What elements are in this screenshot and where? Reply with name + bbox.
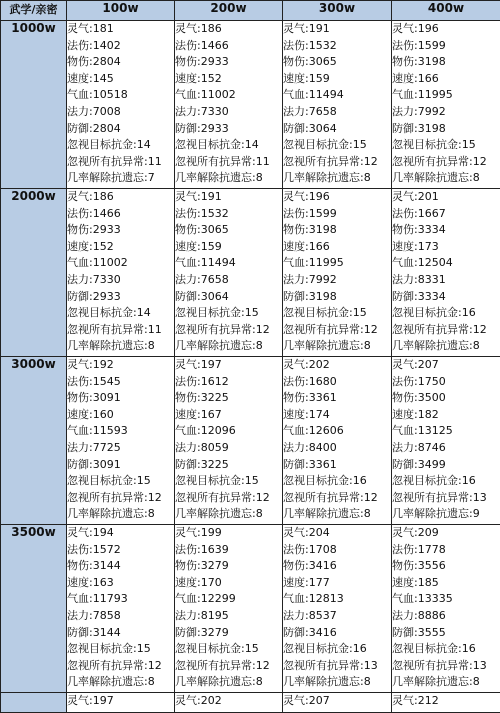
stat-line: 忽视目标抗金:16 bbox=[283, 473, 391, 490]
stat-line: 气血:11793 bbox=[67, 591, 174, 608]
stat-line: 法力:7858 bbox=[67, 608, 174, 625]
stat-line: 气血:12504 bbox=[392, 255, 500, 272]
column-header: 200w bbox=[175, 1, 283, 21]
stat-line: 气血:13125 bbox=[392, 423, 500, 440]
stat-line: 灵气:207 bbox=[283, 693, 391, 710]
stat-line: 法力:7725 bbox=[67, 440, 174, 457]
column-header: 400w bbox=[392, 1, 500, 21]
stat-line: 忽视所有抗异常:12 bbox=[283, 322, 391, 339]
stat-cell bbox=[175, 189, 283, 357]
stat-line: 气血:11995 bbox=[392, 87, 500, 104]
table-row bbox=[1, 21, 500, 189]
stat-cell bbox=[392, 525, 500, 693]
stat-line: 忽视所有抗异常:13 bbox=[392, 490, 500, 507]
stat-line: 物伤:3065 bbox=[283, 54, 391, 71]
stat-line: 法伤:1532 bbox=[283, 38, 391, 55]
stat-line: 忽视所有抗异常:11 bbox=[175, 154, 282, 171]
stat-line: 忽视所有抗异常:12 bbox=[67, 490, 174, 507]
stat-line: 气血:12096 bbox=[175, 423, 282, 440]
stat-line: 灵气:191 bbox=[283, 21, 391, 38]
stat-line: 气血:10518 bbox=[67, 87, 174, 104]
stat-line: 忽视目标抗金:15 bbox=[283, 137, 391, 154]
stat-line: 防御:3361 bbox=[283, 457, 391, 474]
stat-line: 物伤:3144 bbox=[67, 558, 174, 575]
stat-line: 忽视所有抗异常:12 bbox=[67, 658, 174, 675]
stat-line: 几率解除抗遗忘:8 bbox=[175, 506, 282, 523]
stat-line: 速度:170 bbox=[175, 575, 282, 592]
stat-line: 灵气:186 bbox=[67, 189, 174, 206]
stat-line: 速度:159 bbox=[175, 239, 282, 256]
stat-line: 法力:7008 bbox=[67, 104, 174, 121]
stat-line: 气血:11593 bbox=[67, 423, 174, 440]
corner-header: 武学/亲密 bbox=[1, 1, 67, 21]
stat-line: 速度:152 bbox=[175, 71, 282, 88]
stat-line: 法力:8059 bbox=[175, 440, 282, 457]
stat-line: 几率解除抗遗忘:8 bbox=[283, 506, 391, 523]
stat-line: 忽视目标抗金:14 bbox=[175, 137, 282, 154]
row-header bbox=[1, 693, 67, 713]
stat-line: 速度:173 bbox=[392, 239, 500, 256]
stat-line: 物伤:3416 bbox=[283, 558, 391, 575]
stat-line: 法伤:1402 bbox=[67, 38, 174, 55]
stat-line: 几率解除抗遗忘:9 bbox=[392, 506, 500, 523]
stat-line: 法伤:1532 bbox=[175, 206, 282, 223]
stat-line: 法伤:1708 bbox=[283, 542, 391, 559]
stat-cell bbox=[175, 693, 283, 713]
stat-line: 气血:11995 bbox=[283, 255, 391, 272]
stat-line: 忽视目标抗金:15 bbox=[392, 137, 500, 154]
stat-line: 几率解除抗遗忘:8 bbox=[67, 506, 174, 523]
stat-line: 气血:11002 bbox=[175, 87, 282, 104]
table-row bbox=[1, 357, 500, 525]
stat-cell bbox=[392, 189, 500, 357]
stat-line: 防御:3225 bbox=[175, 457, 282, 474]
stat-line: 法力:8746 bbox=[392, 440, 500, 457]
stat-line: 法伤:1639 bbox=[175, 542, 282, 559]
stat-line: 忽视目标抗金:14 bbox=[67, 137, 174, 154]
stat-line: 速度:145 bbox=[67, 71, 174, 88]
stat-line: 灵气:192 bbox=[67, 357, 174, 374]
stat-line: 忽视所有抗异常:12 bbox=[392, 322, 500, 339]
header-row bbox=[1, 1, 500, 21]
stat-line: 防御:3555 bbox=[392, 625, 500, 642]
stat-line: 速度:174 bbox=[283, 407, 391, 424]
stat-line: 灵气:197 bbox=[67, 693, 174, 710]
stat-line: 灵气:204 bbox=[283, 525, 391, 542]
stat-line: 速度:182 bbox=[392, 407, 500, 424]
stat-line: 防御:3499 bbox=[392, 457, 500, 474]
stat-line: 几率解除抗遗忘:8 bbox=[283, 170, 391, 187]
stat-line: 速度:166 bbox=[392, 71, 500, 88]
stat-line: 忽视所有抗异常:11 bbox=[67, 322, 174, 339]
stat-cell bbox=[283, 693, 392, 713]
row-header: 3500w bbox=[1, 525, 67, 693]
stat-line: 法力:8886 bbox=[392, 608, 500, 625]
stat-line: 物伤:2933 bbox=[175, 54, 282, 71]
stat-line: 灵气:186 bbox=[175, 21, 282, 38]
stat-line: 防御:3279 bbox=[175, 625, 282, 642]
stat-line: 灵气:196 bbox=[283, 189, 391, 206]
stat-cell bbox=[67, 357, 175, 525]
stat-line: 物伤:3091 bbox=[67, 390, 174, 407]
stat-line: 忽视目标抗金:15 bbox=[175, 305, 282, 322]
stat-line: 忽视目标抗金:16 bbox=[392, 473, 500, 490]
stat-line: 防御:3416 bbox=[283, 625, 391, 642]
stat-line: 气血:12813 bbox=[283, 591, 391, 608]
stat-line: 防御:3091 bbox=[67, 457, 174, 474]
stat-line: 防御:3064 bbox=[283, 121, 391, 138]
stat-line: 忽视目标抗金:15 bbox=[67, 473, 174, 490]
stat-line: 灵气:181 bbox=[67, 21, 174, 38]
stat-line: 气血:11002 bbox=[67, 255, 174, 272]
stat-line: 防御:3198 bbox=[392, 121, 500, 138]
stat-line: 气血:12606 bbox=[283, 423, 391, 440]
stat-line: 法力:8195 bbox=[175, 608, 282, 625]
stat-cell bbox=[67, 525, 175, 693]
stat-cell bbox=[283, 21, 392, 189]
stat-line: 速度:167 bbox=[175, 407, 282, 424]
stat-line: 物伤:3198 bbox=[283, 222, 391, 239]
stat-line: 忽视目标抗金:15 bbox=[175, 641, 282, 658]
stat-cell bbox=[283, 357, 392, 525]
stat-line: 法力:8537 bbox=[283, 608, 391, 625]
stat-line: 忽视目标抗金:15 bbox=[175, 473, 282, 490]
table-row bbox=[1, 189, 500, 357]
stat-line: 物伤:3361 bbox=[283, 390, 391, 407]
stat-line: 忽视所有抗异常:12 bbox=[175, 490, 282, 507]
stat-line: 防御:3198 bbox=[283, 289, 391, 306]
stat-cell bbox=[392, 357, 500, 525]
stat-line: 法伤:1572 bbox=[67, 542, 174, 559]
stat-line: 物伤:2804 bbox=[67, 54, 174, 71]
stat-cell bbox=[175, 525, 283, 693]
column-header: 100w bbox=[67, 1, 175, 21]
stat-line: 忽视目标抗金:16 bbox=[392, 641, 500, 658]
stat-line: 速度:166 bbox=[283, 239, 391, 256]
stat-line: 物伤:3556 bbox=[392, 558, 500, 575]
stat-line: 忽视所有抗异常:12 bbox=[392, 154, 500, 171]
stat-line: 防御:3064 bbox=[175, 289, 282, 306]
stat-line: 几率解除抗遗忘:8 bbox=[67, 338, 174, 355]
stat-line: 灵气:212 bbox=[392, 693, 500, 710]
stat-line: 法力:7658 bbox=[175, 272, 282, 289]
stat-line: 速度:160 bbox=[67, 407, 174, 424]
stat-line: 速度:159 bbox=[283, 71, 391, 88]
stat-line: 防御:2933 bbox=[67, 289, 174, 306]
stat-line: 灵气:202 bbox=[283, 357, 391, 374]
stat-line: 物伤:3500 bbox=[392, 390, 500, 407]
stat-line: 法伤:1667 bbox=[392, 206, 500, 223]
stat-line: 法力:7330 bbox=[175, 104, 282, 121]
stat-line: 忽视目标抗金:16 bbox=[283, 641, 391, 658]
stat-line: 物伤:3065 bbox=[175, 222, 282, 239]
stat-line: 法力:7992 bbox=[392, 104, 500, 121]
stat-line: 几率解除抗遗忘:8 bbox=[392, 170, 500, 187]
stat-cell bbox=[392, 21, 500, 189]
stat-line: 法伤:1750 bbox=[392, 374, 500, 391]
stat-line: 忽视目标抗金:16 bbox=[392, 305, 500, 322]
stat-line: 速度:177 bbox=[283, 575, 391, 592]
stat-line: 几率解除抗遗忘:8 bbox=[392, 338, 500, 355]
stat-line: 忽视目标抗金:15 bbox=[67, 641, 174, 658]
stat-line: 速度:163 bbox=[67, 575, 174, 592]
stat-line: 物伤:2933 bbox=[67, 222, 174, 239]
stat-line: 几率解除抗遗忘:8 bbox=[283, 674, 391, 691]
stat-line: 防御:3144 bbox=[67, 625, 174, 642]
stat-line: 几率解除抗遗忘:8 bbox=[175, 338, 282, 355]
stat-cell bbox=[67, 693, 175, 713]
stat-line: 气血:12299 bbox=[175, 591, 282, 608]
stat-line: 速度:185 bbox=[392, 575, 500, 592]
table-row bbox=[1, 693, 500, 713]
stat-line: 几率解除抗遗忘:8 bbox=[175, 170, 282, 187]
stat-line: 法伤:1612 bbox=[175, 374, 282, 391]
row-header: 1000w bbox=[1, 21, 67, 189]
stat-line: 忽视所有抗异常:11 bbox=[67, 154, 174, 171]
stat-line: 忽视所有抗异常:12 bbox=[175, 322, 282, 339]
stat-line: 灵气:194 bbox=[67, 525, 174, 542]
stat-cell bbox=[283, 525, 392, 693]
row-header: 2000w bbox=[1, 189, 67, 357]
stat-line: 灵气:209 bbox=[392, 525, 500, 542]
stat-line: 气血:11494 bbox=[175, 255, 282, 272]
stat-line: 速度:152 bbox=[67, 239, 174, 256]
stat-line: 忽视所有抗异常:13 bbox=[283, 658, 391, 675]
stat-line: 物伤:3279 bbox=[175, 558, 282, 575]
stat-line: 灵气:197 bbox=[175, 357, 282, 374]
stat-line: 防御:2933 bbox=[175, 121, 282, 138]
stat-line: 法力:7992 bbox=[283, 272, 391, 289]
stat-line: 忽视所有抗异常:12 bbox=[175, 658, 282, 675]
stat-line: 法伤:1545 bbox=[67, 374, 174, 391]
row-header: 3000w bbox=[1, 357, 67, 525]
stat-cell bbox=[67, 189, 175, 357]
stat-line: 法力:7658 bbox=[283, 104, 391, 121]
stat-line: 忽视目标抗金:14 bbox=[67, 305, 174, 322]
stat-line: 防御:3334 bbox=[392, 289, 500, 306]
stat-line: 忽视所有抗异常:13 bbox=[392, 658, 500, 675]
stat-line: 灵气:202 bbox=[175, 693, 282, 710]
stat-line: 气血:13335 bbox=[392, 591, 500, 608]
stat-line: 几率解除抗遗忘:8 bbox=[392, 674, 500, 691]
stat-line: 几率解除抗遗忘:8 bbox=[175, 674, 282, 691]
stat-cell bbox=[175, 357, 283, 525]
stat-line: 灵气:207 bbox=[392, 357, 500, 374]
stat-line: 灵气:191 bbox=[175, 189, 282, 206]
stat-line: 防御:2804 bbox=[67, 121, 174, 138]
stat-cell bbox=[175, 21, 283, 189]
stat-line: 灵气:201 bbox=[392, 189, 500, 206]
stat-line: 物伤:3225 bbox=[175, 390, 282, 407]
stat-line: 物伤:3334 bbox=[392, 222, 500, 239]
stat-line: 法力:8400 bbox=[283, 440, 391, 457]
stat-line: 法伤:1466 bbox=[175, 38, 282, 55]
stat-line: 灵气:199 bbox=[175, 525, 282, 542]
stat-line: 物伤:3198 bbox=[392, 54, 500, 71]
stat-line: 几率解除抗遗忘:8 bbox=[283, 338, 391, 355]
stat-line: 法伤:1680 bbox=[283, 374, 391, 391]
stat-line: 法伤:1466 bbox=[67, 206, 174, 223]
stat-line: 几率解除抗遗忘:7 bbox=[67, 170, 174, 187]
stat-line: 忽视所有抗异常:12 bbox=[283, 154, 391, 171]
stat-line: 法伤:1778 bbox=[392, 542, 500, 559]
stat-cell bbox=[67, 21, 175, 189]
stat-line: 忽视所有抗异常:12 bbox=[283, 490, 391, 507]
stat-cell bbox=[283, 189, 392, 357]
stat-line: 几率解除抗遗忘:8 bbox=[67, 674, 174, 691]
table-row bbox=[1, 525, 500, 693]
column-header: 300w bbox=[283, 1, 392, 21]
stat-line: 气血:11494 bbox=[283, 87, 391, 104]
stat-line: 忽视目标抗金:15 bbox=[283, 305, 391, 322]
stat-line: 法力:7330 bbox=[67, 272, 174, 289]
stat-line: 法伤:1599 bbox=[283, 206, 391, 223]
stat-line: 法力:8331 bbox=[392, 272, 500, 289]
stat-cell bbox=[392, 693, 500, 713]
stat-line: 灵气:196 bbox=[392, 21, 500, 38]
stat-line: 法伤:1599 bbox=[392, 38, 500, 55]
